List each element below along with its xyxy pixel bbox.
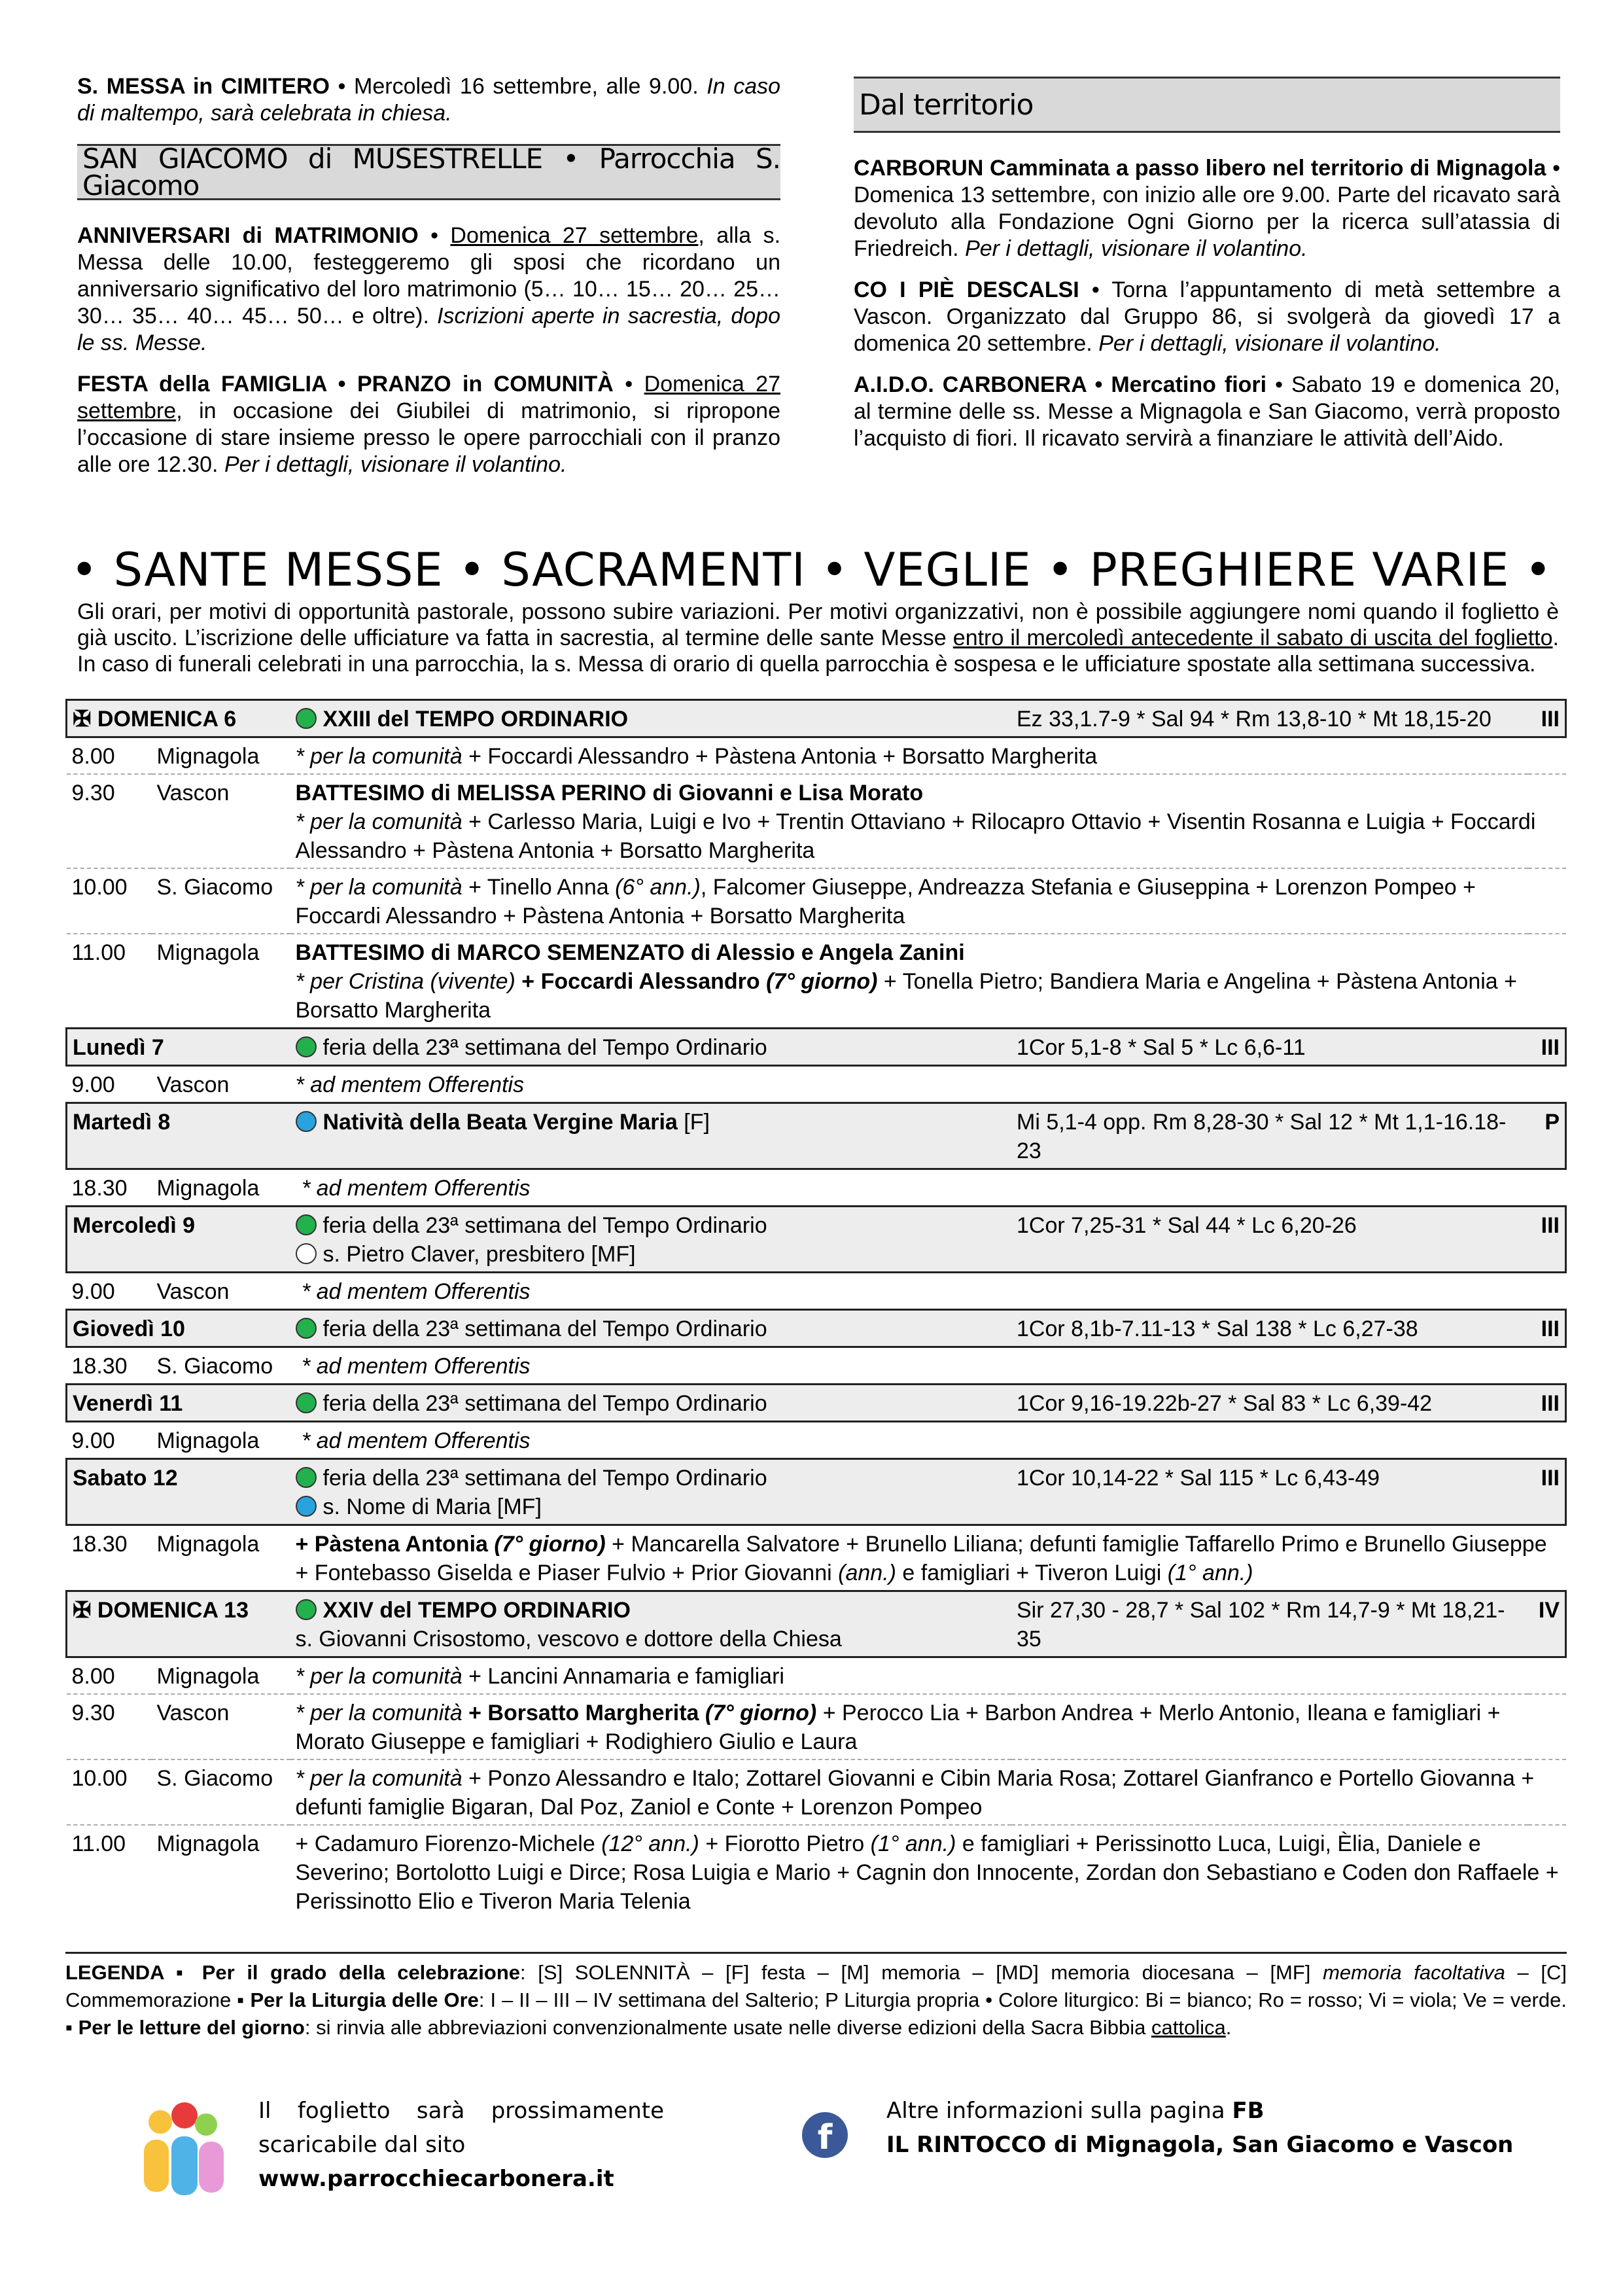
notice-cimitero: S. MESSA in CIMITERO • Mercoledì 16 settembre, alle 9.00. In caso di maltempo, sarà celebrata in chiesa.	[77, 74, 781, 126]
mass-row: 18.30 Mignagola + Pàstena Antonia (7° giorno) + Mancarella Salvatore + Brunello Liliana; defunti famiglie Taffarello Primo e Brunello Giuseppe + Fontebasso Giselda e Piaser Fulvio + Prior Giovanni (ann.) e famigliari + Tiveron Luigi (1° ann.)	[71, 1532, 1547, 1585]
main-title: • SANTE MESSE • SACRAMENTI • VEGLIE • PREGHIERE VARIE •	[71, 543, 1552, 597]
day-header: ✠ DOMENICA 13 XXIV del TEMPO ORDINARIO s. Giovanni Crisostomo, vescovo e dottore della Chiesa Sir 27,30 - 28,7 * Sal 102 * Rm 14,7-9 * Mt 18,21-35 IV	[67, 1591, 1566, 1657]
liturgical-color-green	[296, 1214, 317, 1235]
mass-row: 8.00 Mignagola * per la comunità + Lancini Annamaria e famigliari	[67, 1657, 1566, 1695]
liturgical-color-blue	[296, 1496, 317, 1517]
liturgical-color-blue	[296, 1111, 317, 1132]
readings: 1Cor 8,1b-7.11-13 * Sal 138 * Lc 6,27-38	[1011, 1310, 1528, 1347]
mass-calendar	[65, 699, 1567, 1918]
notice-pie-descalsi: CO I PIÈ DESCALSI • Torna l’appuntamento di metà settembre a Vascon. Organizzato dal Gruppo 86, si svolgerà da giovedì 17 a domenica 20 settembre. Per i dettagli, visionare il volantino.	[854, 277, 1561, 356]
liturgical-color-green	[296, 708, 317, 729]
readings: 1Cor 9,16-19.22b-27 * Sal 83 * Lc 6,39-42	[1011, 1385, 1528, 1422]
section-title-territorio: Dal territorio	[854, 77, 1560, 133]
day-header: ✠ DOMENICA 6 XXIII del TEMPO ORDINARIO Ez 33,1.7-9 * Sal 94 * Rm 13,8-10 * Mt 18,15-20 III	[67, 700, 1566, 737]
mass-row: 18.30 Mignagola * ad mentem Offerentis	[71, 1176, 531, 1201]
mass-row: 8.00 Mignagola * per la comunità + Foccardi Alessandro + Pàstena Antonia + Borsatto Margherita	[67, 737, 1566, 775]
liturgical-color-green	[296, 1036, 317, 1057]
notice-aido: A.I.D.O. CARBONERA • Mercatino fiori • Sabato 19 e domenica 20, al termine delle ss. Messe a Mignagola e San Giacomo, verrà proposto l’acquisto di fiori. Il ricavato servirà a finanziare le attività dell’Aido.	[854, 372, 1561, 451]
liturgical-color-green	[296, 1467, 317, 1488]
psalter-week: III	[1528, 1029, 1566, 1066]
readings: Ez 33,1.7-9 * Sal 94 * Rm 13,8-10 * Mt 18,15-20	[1011, 700, 1528, 737]
facebook-page-link[interactable]: IL RINTOCCO di Mignagola, San Giacomo e Vascon	[886, 2132, 1514, 2158]
day-header: Lunedì 7 feria della 23ª settimana del Tempo Ordinario 1Cor 5,1-8 * Sal 5 * Lc 6,6-11 III	[67, 1029, 1566, 1066]
section-title-san-giacomo: SAN GIACOMO di MUSESTRELLE • Parrocchia S. Giacomo	[77, 144, 780, 200]
psalter-week: III	[1528, 1207, 1566, 1273]
mass-row: 18.30 S. Giacomo * ad mentem Offerentis	[71, 1354, 531, 1379]
liturgical-color-green	[296, 1318, 317, 1339]
parish-logo-icon	[131, 2091, 236, 2202]
mass-row: 11.00 Mignagola BATTESIMO di MARCO SEMENZATO di Alessio e Angela Zanini * per Cristina (vivente) + Foccardi Alessandro (7° giorno) + Tonella Pietro; Bandiera Maria e Angelina + Pàstena Antonia + Borsatto Margherita	[71, 940, 1518, 1023]
mass-row: 9.30 Vascon * per la comunità + Borsatto Margherita (7° giorno) + Perocco Lia + Barbon Andrea + Merlo Antonio, Ileana e famigliari + Morato Giuseppe e famigliari + Rodighiero Giulio e Laura	[67, 1694, 1566, 1759]
day-header: Martedì 8 Natività della Beata Vergine Maria [F] Mi 5,1-4 opp. Rm 8,28-30 * Sal 12 * Mt 1,1-16.18-23 P	[67, 1103, 1566, 1169]
intro-text: Gli orari, per motivi di opportunità pastorale, possono subire variazioni. Per motivi organizzativi, non è possibile aggiungere nomi quando il foglietto è già uscito. L’iscrizione delle ufficiature va fatta in sacrestia, al termine delle sante Messe entro il mercoledì antecedente il sabato di uscita del foglietto. In caso di funerali celebrati in una parrocchia, la s. Messa di orario di quella parrocchia è sospesa e le ufficiature spostate alla settimana successiva.	[77, 599, 1559, 677]
day-header: Venerdì 11 feria della 23ª settimana del Tempo Ordinario 1Cor 9,16-19.22b-27 * Sal 83 * Lc 6,39-42 III	[67, 1385, 1566, 1422]
mass-row: 9.00 Mignagola * ad mentem Offerentis	[71, 1428, 531, 1453]
footer-website: Il foglietto sarà prossimamente scaricabile dal sito www.parrocchiecarbonera.it	[258, 2094, 664, 2196]
psalter-week: P	[1528, 1103, 1566, 1169]
notice-anniversari: ANNIVERSARI di MATRIMONIO • Domenica 27 settembre, alla s. Messa delle 10.00, festeggeremo gli sposi che ricordano un anniversario significativo del loro matrimonio (5… 10… 15… 20… 25… 30… 35… 40… 45… 50… e oltre). Iscrizioni aperte in sacrestia, dopo le ss. Messe.	[77, 223, 781, 355]
psalter-week: IV	[1528, 1591, 1566, 1657]
readings: Mi 5,1-4 opp. Rm 8,28-30 * Sal 12 * Mt 1,1-16.18-23	[1011, 1103, 1528, 1169]
facebook-icon[interactable]: f	[802, 2112, 848, 2158]
footer-facebook: Altre informazioni sulla pagina FB IL RINTOCCO di Mignagola, San Giacomo e Vascon	[886, 2094, 1541, 2162]
mass-row: 10.00 S. Giacomo * per la comunità + Ponzo Alessandro e Italo; Zottarel Giovanni e Cibin Maria Rosa; Zottarel Gianfranco e Portello Giovanna + defunti famiglie Bigaran, Dal Poz, Zaniol e Conte + Lorenzon Pompeo	[67, 1759, 1566, 1825]
day-header: Sabato 12 feria della 23ª settimana del Tempo Ordinario s. Nome di Maria [MF] 1Cor 10,14-22 * Sal 115 * Lc 6,43-49 III	[67, 1459, 1566, 1525]
liturgical-color-green	[296, 1392, 317, 1413]
readings: 1Cor 7,25-31 * Sal 44 * Lc 6,20-26	[1011, 1207, 1528, 1273]
mass-row: 10.00 S. Giacomo * per la comunità + Tinello Anna (6° ann.), Falcomer Giuseppe, Andreazza Stefania e Giuseppina + Lorenzon Pompeo + Foccardi Alessandro + Pàstena Antonia + Borsatto Margherita	[67, 868, 1566, 934]
notice-festa-famiglia: FESTA della FAMIGLIA • PRANZO in COMUNITÀ • Domenica 27 settembre, in occasione dei Giubilei di matrimonio, si ripropone l’occasione di stare insieme presso le opere parrocchiali con il pranzo alle ore 12.30. Per i dettagli, visionare il volantino.	[77, 372, 780, 477]
readings: Sir 27,30 - 28,7 * Sal 102 * Rm 14,7-9 * Mt 18,21-35	[1011, 1591, 1528, 1657]
liturgical-color-white	[296, 1243, 317, 1264]
left-column	[77, 73, 780, 493]
mass-row: 9.00 Vascon * ad mentem Offerentis	[71, 1072, 525, 1097]
day-header: Giovedì 10 feria della 23ª settimana del Tempo Ordinario 1Cor 8,1b-7.11-13 * Sal 138 * Lc 6,27-38 III	[67, 1310, 1566, 1347]
day-header: Mercoledì 9 feria della 23ª settimana del Tempo Ordinario s. Pietro Claver, presbitero [MF] 1Cor 7,25-31 * Sal 44 * Lc 6,20-26 III	[67, 1207, 1566, 1273]
mass-row: 9.00 Vascon * ad mentem Offerentis	[71, 1279, 531, 1304]
readings: 1Cor 10,14-22 * Sal 115 * Lc 6,43-49	[1011, 1459, 1528, 1525]
psalter-week: III	[1528, 1385, 1566, 1422]
website-link[interactable]: www.parrocchiecarbonera.it	[258, 2166, 614, 2192]
psalter-week: III	[1528, 700, 1566, 737]
mass-row: 11.00 Mignagola + Cadamuro Fiorenzo-Michele (12° ann.) + Fiorotto Pietro (1° ann.) e famigliari + Perissinotto Luca, Luigi, Èlia, Daniele e Severino; Bortolotto Luigi e Dirce; Rosa Luigia e Mario + Cagnin don Innocente, Zordan don Sebastiano e Coden don Raffaele + Perissinotto Elio e Tiveron Maria Telenia	[71, 1831, 1559, 1914]
notice-carborun: CARBORUN Camminata a passo libero nel territorio di Mignagola • Domenica 13 settembre, con inizio alle ore 9.00. Parte del ricavato sarà devoluto alla Fondazione Ogni Giorno per la ricerca sull’atassia di Friedreich. Per i dettagli, visionare il volantino.	[854, 156, 1560, 261]
legend: LEGENDA ▪ Per il grado della celebrazione: [S] SOLENNITÀ – [F] festa – [M] memoria – [MD] memoria diocesana – [MF] memoria facoltativa – [C] Commemorazione ▪ Per la Liturgia delle Ore: I – II – III – IV settimana del Salterio; P Liturgia propria • Colore liturgico: Bi = bianco; Ro = rosso; Vi = viola; Ve = verde. ▪ Per le letture del giorno: si rinvia alle abbreviazioni convenzionalmente usate nelle diverse edizioni della Sacra Bibbia cattolica.	[65, 1952, 1567, 2041]
readings: 1Cor 5,1-8 * Sal 5 * Lc 6,6-11	[1011, 1029, 1528, 1066]
mass-row: 9.30 Vascon BATTESIMO di MELISSA PERINO di Giovanni e Lisa Morato * per la comunità + Carlesso Maria, Luigi e Ivo + Trentin Ottaviano + Rilocapro Ottavio + Visentin Rosanna e Luigia + Foccardi Alessandro + Pàstena Antonia + Borsatto Margherita	[67, 774, 1566, 868]
liturgical-color-green	[296, 1599, 317, 1620]
right-column	[854, 77, 1560, 467]
psalter-week: III	[1528, 1310, 1566, 1347]
psalter-week: III	[1528, 1459, 1566, 1525]
